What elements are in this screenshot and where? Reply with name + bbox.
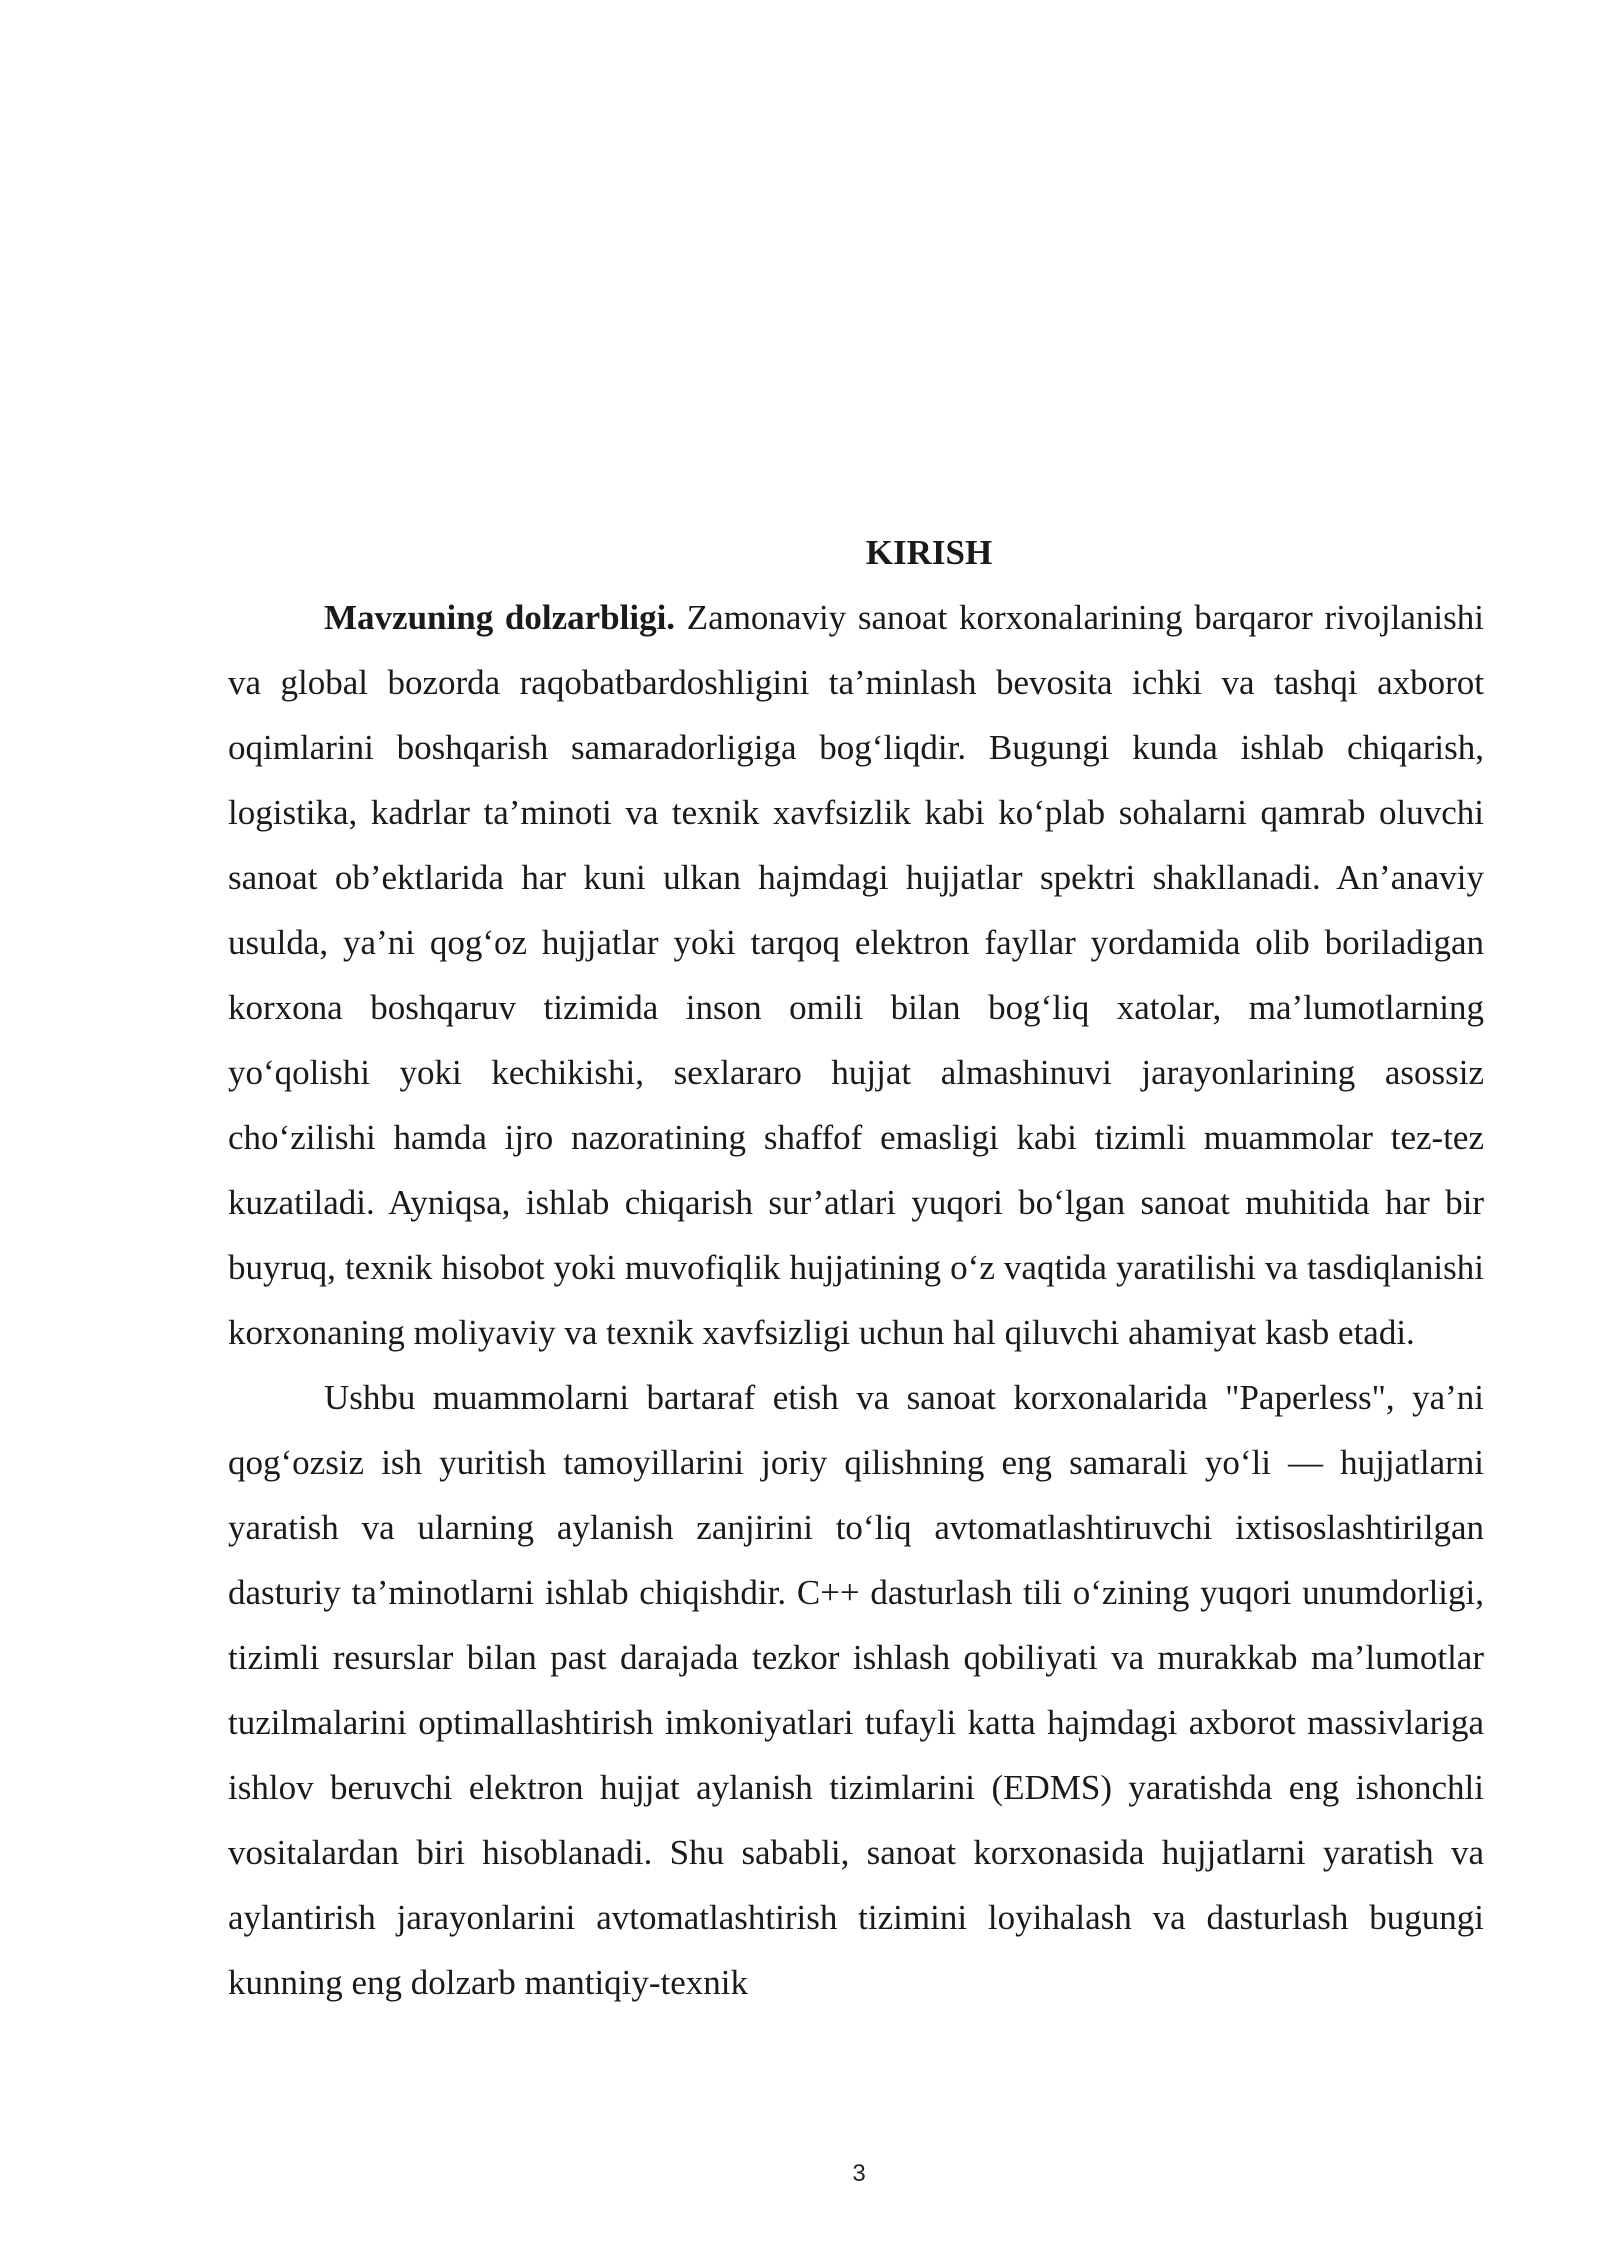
paragraph-relevance (228, 585, 1484, 1365)
paragraph-solution: Ushbu muammolarni bartaraf etish va sanoat korxonalarida "Paperless", ya’ni qog‘ozsiz ish yuritish tamoyillarini joriy qilishning eng samarali yo‘li — hujjatlarni yaratish va ularning aylanish zanjirini to‘liq avtomatlashtiruvchi ixtisoslashtirilgan dasturiy ta’minotlarni ishlab chiqishdir. C++ dasturlash tili o‘zining yuqori unumdorligi, tizimli resurslar bilan past darajada tezkor ishlash qobiliyati va murakkab ma’lumotlar tuzilmalarini optimallashtirish imkoniyatlari tufayli katta hajmdagi axborot massivlariga ishlov beruvchi elektron hujjat aylanish tizimlarini (EDMS) yaratishda eng ishonchli vositalardan biri hisoblanadi. Shu sababli, sanoat korxonasida hujjatlarni yaratish va aylantirish jarayonlarini avtomatlashtirish tizimini loyihalash va dasturlash bugungi kunning eng dolzarb mantiqiy-texnik (228, 1378, 1484, 2002)
paragraph-lead: Mavzuning dolzarbligi. (324, 598, 676, 637)
section-heading: KIRISH (865, 533, 993, 572)
page-body (228, 520, 1484, 2015)
page-number: 3 (852, 2160, 866, 2187)
paragraph-text: Zamonaviy sanoat korxonalarining barqaror rivojlanishi va global bozorda raqobatbardoshligini ta’minlash bevosita ichki va tashqi axborot oqimlarini boshqarish samaradorligiga bog‘liqdir. Bugungi kunda ishlab chiqarish, logistika, kadrlar ta’minoti va texnik xavfsizlik kabi ko‘plab sohalarni qamrab oluvchi sanoat ob’ektlarida har kuni ulkan hajmdagi hujjatlar spektri shakllanadi. An’anaviy usulda, ya’ni qog‘oz hujjatlar yoki tarqoq elektron fayllar yordamida olib boriladigan korxona boshqaruv tizimida inson omili bilan bog‘liq xatolar, ma’lumotlarning yo‘qolishi yoki kechikishi, sexlararo hujjat almashinuvi jarayonlarining asossiz cho‘zilishi hamda ijro nazoratining shaffof emasligi kabi tizimli muammolar tez-tez kuzatiladi. Ayniqsa, ishlab chiqarish sur’atlari yuqori bo‘lgan sanoat muhitida har bir buyruq, texnik hisobot yoki muvofiqlik hujjatining o‘z vaqtida yaratilishi va tasdiqlanishi korxonaning moliyaviy va texnik xavfsizligi uchun hal qiluvchi ahamiyat kasb etadi. (228, 598, 1484, 1352)
